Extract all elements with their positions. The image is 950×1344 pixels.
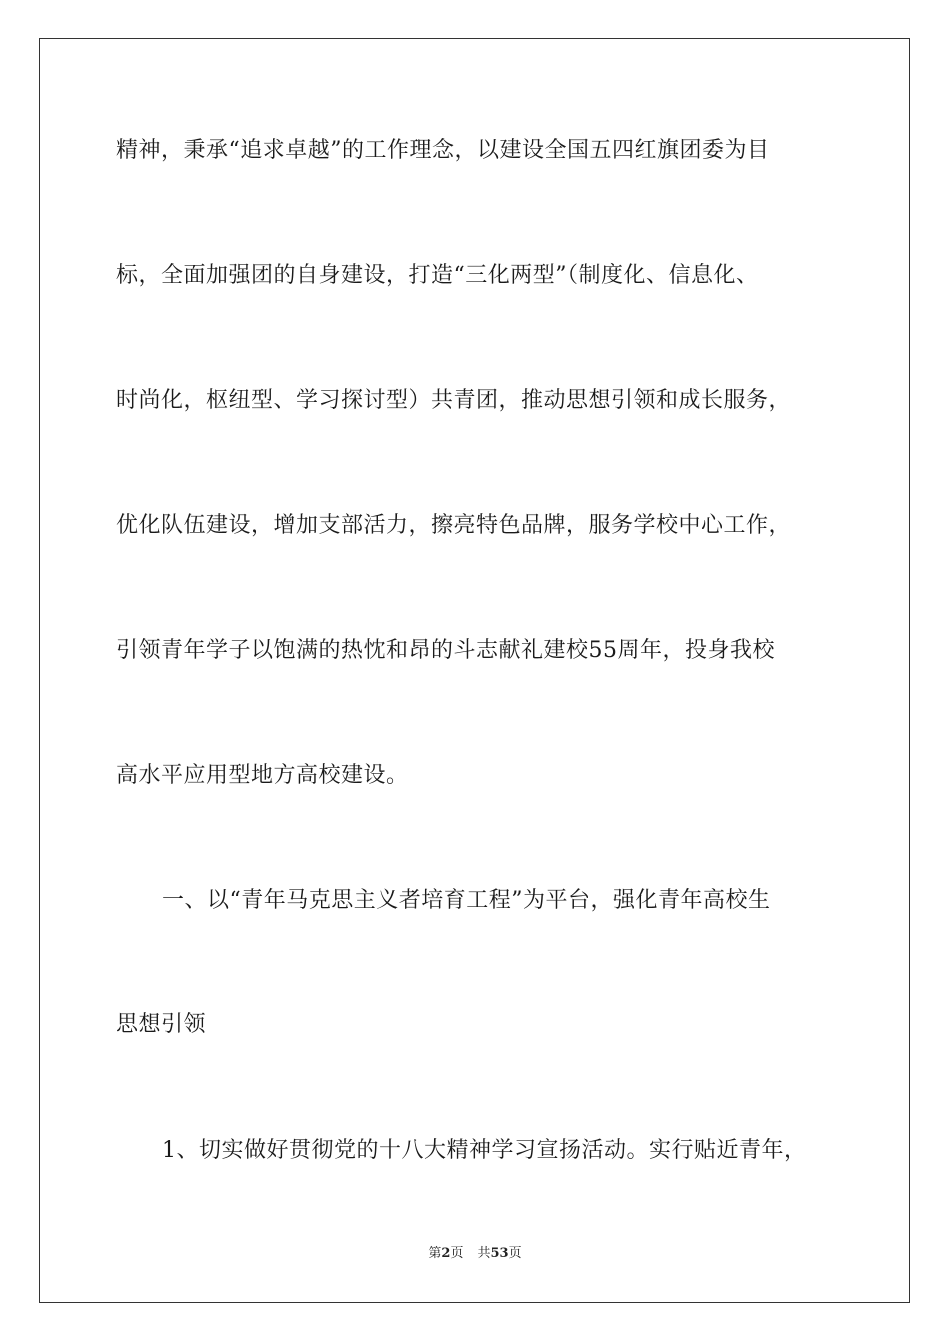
body-text-line-5: 引领青年学子以饱满的热忱和昂的斗志献礼建校55周年，投身我校 — [116, 638, 775, 663]
page-prefix: 第 — [428, 1246, 442, 1261]
section-heading-line-2: 思想引领 — [116, 1012, 207, 1037]
list-item-line-1: 1、切实做好贯彻党的十八大精神学习宣扬活动。实行贴近青年， — [162, 1138, 807, 1163]
total-pages: 53 — [490, 1246, 509, 1261]
total-prefix: 共 — [477, 1246, 491, 1261]
page-footer — [0, 1245, 950, 1263]
page-border — [39, 38, 910, 1303]
page-suffix: 页 — [450, 1246, 464, 1261]
total-suffix: 页 — [508, 1246, 522, 1261]
body-text-line-3: 时尚化，枢纽型、学习探讨型）共青团，推动思想引领和成长服务， — [116, 388, 792, 413]
body-text-line-1: 精神，秉承“追求卓越”的工作理念，以建设全国五四红旗团委为目 — [116, 138, 770, 163]
section-heading-line-1: 一、以“青年马克思主义者培育工程”为平台，强化青年高校生 — [162, 888, 771, 913]
body-text-line-6: 高水平应用型地方高校建设。 — [116, 763, 409, 788]
body-text-line-2: 标，全面加强团的自身建设，打造“三化两型”（制度化、信息化、 — [116, 263, 759, 288]
page-number: 2 — [441, 1246, 451, 1261]
body-text-line-4: 优化队伍建设，增加支部活力，擦亮特色品牌，服务学校中心工作， — [116, 513, 792, 538]
